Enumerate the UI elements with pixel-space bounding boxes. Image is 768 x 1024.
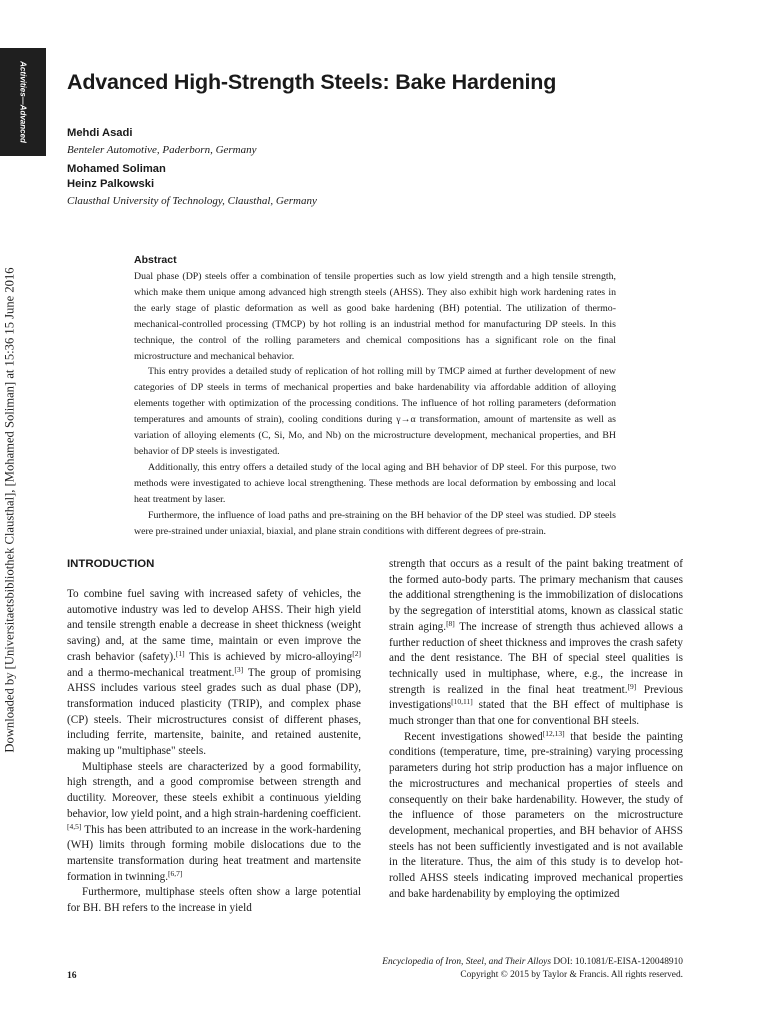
author-affiliation: Benteler Automotive, Paderborn, Germany <box>67 144 257 156</box>
citation-ref: [8] <box>446 618 455 628</box>
author-affiliation: Clausthal University of Technology, Clausthal, Germany <box>67 195 317 207</box>
author-name: Mohamed Soliman <box>67 163 166 175</box>
copyright-line: Copyright © 2015 by Taylor & Francis. All rights reserved. <box>460 970 683 980</box>
body-paragraph <box>67 587 361 760</box>
citation-ref: [12,13] <box>542 728 565 738</box>
citation-ref: [2] <box>352 648 361 658</box>
journal-name: Encyclopedia of Iron, Steel, and Their Alloys <box>382 957 551 967</box>
body-text: Multiphase steels are characterized by a good formability, high strength, and a good compromise between strength and ductility. Moreover, these steels exhibit a continuous yielding behavior, low yield point, and a high strain-hardening coefficient. <box>67 760 361 820</box>
citation-ref: [4,5] <box>67 821 82 831</box>
body-paragraph <box>389 557 683 730</box>
abstract-paragraph: Dual phase (DP) steels offer a combination of tensile properties such as low yield strength and a high tensile strength, which make them unique among advanced high strength steels (AHSS). They also exhibit high work hardening rates in the early stage of plastic deformation as well as good bake hardening (BH) potential. The utilization of thermo-mechanical-controlled processing (TMCP) by hot rolling is an industrial method for manufacturing DP steels. In this technique, the control of the rolling parameters and chemical compositions has a significant role on the final microstructure and mechanical behavior. <box>134 271 616 362</box>
doi-text: DOI: 10.1081/E-EISA-120048910 <box>550 957 683 967</box>
abstract-paragraph: Additionally, this entry offers a detailed study of the local aging and BH behavior of DP steel. For this purpose, two methods were investigated to achieve local strengthening. These methods are local deformation by embossing and local heat treatment by laser. <box>134 461 616 505</box>
body-text: To combine fuel saving with increased safety of vehicles, the automotive industry was led to develop AHSS. Their high yield and tensile strength enable a decrease in sheet thickness (weight saving) and, at the same time, maintain or even improve the crash behavior (safety). <box>67 588 361 663</box>
body-text: Previous investigations <box>389 683 684 712</box>
journal-line <box>382 956 683 969</box>
download-watermark: Downloaded by [Universitaetsbibliothek Clausthal], [Mohamed Soliman] at 15:36 15 June 2016 <box>2 267 17 753</box>
citation-ref: [10,11] <box>451 697 473 707</box>
page-number: 16 <box>67 970 77 981</box>
body-paragraph <box>389 730 683 903</box>
body-text: The increase of strength thus achieved allows a further reduction of sheet thickness and improves the crash safety and the dent resistance. The BH of special steel qualities is technically used in multiphase, where, e.g., the increase in strength is realized in the final heat treatment. <box>389 620 683 696</box>
footer-citation <box>382 956 683 982</box>
abstract-paragraph: This entry provides a detailed study of replication of hot rolling mill by TMCP aimed at further development of new categories of DP steels in terms of mechanical properties and bake hardenability via affordable addition of alloying elements together with optimization of the processing conditions. The influence of hot rolling parameters (deformation temperatures and amounts of strain), cooling conditions during γ→α transformation, amount of martensite as well as variation of alloying elements (C, Si, Mo, and Nb) on the microstructure development, mechanical properties, and BH behavior of DP steels is investigated. <box>134 366 616 457</box>
body-column-right <box>389 557 683 902</box>
body-paragraph: Furthermore, multiphase steels often show a large potential for BH. BH refers to the increase in yield <box>67 886 361 915</box>
body-text: that beside the painting conditions (temperature, time, pre-straining) varying processing parameters during hot strip production has a major influence on the microstructures and mechanical properties of steels and consequently on their bake hardenability. However, the study of the influence of those parameters on the microstructure development, mechanical properties, and BH behavior of AHSS steels has not been sufficiently investigated and is not available in the literature. Thus, the aim of this study is to develop hot-rolled AHSS steels indicating improved mechanical properties and bake hardenability by employing the optimized <box>389 730 683 900</box>
body-text: This has been attributed to an increase in the work-hardening (WH) limits through forming mobile dislocations due to the martensite transformation during heat treatment and martensite formation in twinning. <box>67 823 361 883</box>
body-text: and a thermo-mechanical treatment. <box>67 666 235 679</box>
body-text: stated that the BH effect of multiphase is much stronger than that one for conventional BH steels. <box>389 699 683 728</box>
citation-ref: [3] <box>234 664 244 674</box>
body-text: This is achieved by micro-alloying <box>184 650 353 663</box>
body-paragraph <box>67 760 361 886</box>
body-text: Recent investigations showed <box>404 730 543 743</box>
citation-ref: [1] <box>175 648 185 658</box>
citation-ref: [6,7] <box>168 868 183 878</box>
citation-ref: [9] <box>627 681 637 691</box>
body-text: The group of promising AHSS includes various steel grades such as dual phase (DP), transformation induced plasticity (TRIP), and complex phase (CP) steels. Their microstructures consist of different phases, including ferrite, martensite, bainite, and retained austenite, making up "multiphase" steels. <box>67 666 361 758</box>
abstract <box>134 254 616 539</box>
section-tab-label: Activities—Advanced <box>18 61 28 143</box>
body-column-left <box>67 587 361 917</box>
author-name: Mehdi Asadi <box>67 127 133 139</box>
author-name: Heinz Palkowski <box>67 178 155 190</box>
article-title: Advanced High-Strength Steels: Bake Hardening <box>67 70 557 94</box>
section-heading-introduction: INTRODUCTION <box>67 558 155 570</box>
abstract-paragraph: Furthermore, the influence of load paths and pre-straining on the BH behavior of the DP steel was studied. DP steels were pre-strained under uniaxial, biaxial, and plane strain conditions with different degrees of pre-strain. <box>134 509 616 537</box>
body-text: strength that occurs as a result of the paint baking treatment of the formed auto-body parts. The primary mechanism that causes the additional strengthening is the immobilization of dislocations by the segregation of interstitial atoms, known as classical static strain aging. <box>389 558 683 633</box>
abstract-heading: Abstract <box>134 254 177 266</box>
